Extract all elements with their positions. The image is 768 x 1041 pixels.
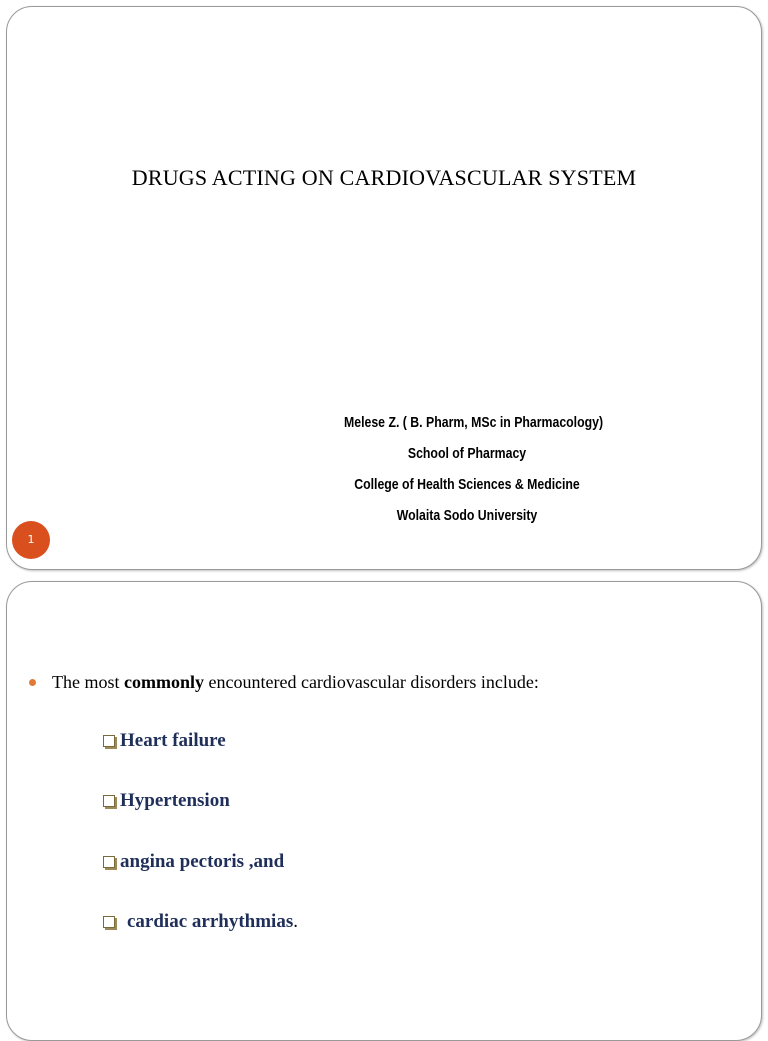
slide-title: DRUGS ACTING ON CARDIOVASCULAR SYSTEM: [131, 165, 637, 190]
intro-text-emphasis: commonly: [124, 672, 204, 692]
disorder-label: Heart failure: [120, 730, 226, 751]
slide-2: [6, 581, 762, 1041]
disorder-item: [103, 730, 226, 752]
intro-bullet: [29, 672, 539, 693]
university-name: Wolaita Sodo University: [396, 507, 538, 524]
slide-number-badge: 1: [12, 521, 50, 559]
school-name: School of Pharmacy: [407, 445, 527, 462]
author-name: Melese Z. ( B. Pharm, MSc in Pharmacology): [344, 414, 604, 431]
checkbox-icon: [103, 916, 115, 928]
disorder-label: angina pectoris ,and: [120, 851, 285, 872]
disorder-trailing-period: .: [293, 911, 298, 932]
disorder-label: Hypertension: [120, 790, 230, 811]
intro-text-after: encountered cardiovascular disorders include:: [204, 672, 539, 692]
checkbox-icon: [103, 856, 115, 868]
disorder-label: cardiac arrhythmias: [127, 911, 294, 932]
bullet-dot-icon: [29, 679, 36, 686]
disorder-item: [103, 790, 230, 812]
slide-1: [6, 6, 762, 570]
disorder-item: [103, 911, 298, 933]
disorder-item: [103, 851, 284, 873]
checkbox-icon: [103, 795, 115, 807]
author-block: [344, 407, 604, 531]
checkbox-icon: [103, 735, 115, 747]
college-name: College of Health Sciences & Medicine: [354, 476, 580, 493]
intro-text-before: The most: [52, 672, 124, 692]
